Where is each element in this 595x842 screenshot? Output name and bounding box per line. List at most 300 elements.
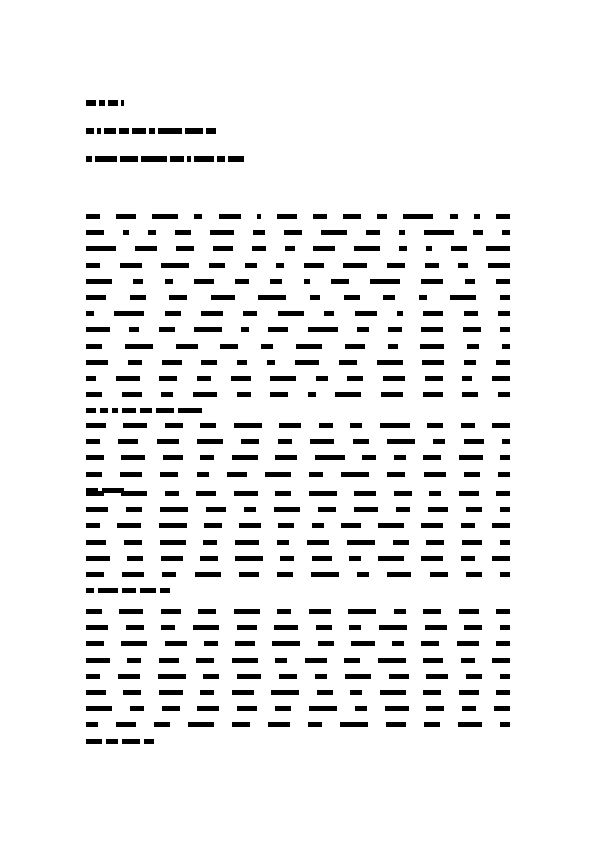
word-block [461, 523, 475, 528]
word-block [270, 392, 288, 397]
word-block [204, 523, 222, 528]
word-block [459, 455, 483, 460]
word-block [296, 344, 322, 349]
word-block [257, 214, 261, 219]
word-block [275, 455, 297, 460]
word-block [119, 609, 143, 614]
word-block [161, 556, 183, 561]
text-line [86, 658, 510, 664]
word-block [345, 344, 365, 349]
word-block [106, 739, 118, 744]
word-block [492, 556, 510, 561]
word-block [118, 674, 140, 679]
word-block [86, 625, 108, 630]
word-block [451, 246, 467, 251]
word-block [466, 674, 482, 679]
word-block [86, 523, 100, 528]
word-block [162, 360, 182, 365]
word-block [304, 263, 324, 268]
word-block [235, 641, 255, 646]
header-line [86, 128, 219, 136]
word-block [86, 455, 104, 460]
word-block [278, 311, 304, 316]
word-block [122, 408, 136, 413]
word-block [419, 295, 427, 300]
word-block [234, 609, 260, 614]
word-block [122, 588, 136, 593]
word-block [355, 706, 367, 711]
word-block [228, 156, 244, 162]
word-block [280, 556, 294, 561]
word-block [176, 246, 194, 251]
word-block [309, 491, 337, 496]
word-block [243, 311, 257, 316]
word-block [316, 625, 332, 630]
word-block [324, 311, 334, 316]
word-block [162, 706, 180, 711]
word-block [467, 344, 479, 349]
word-block [500, 540, 510, 545]
word-block [118, 439, 138, 444]
word-block [163, 455, 183, 460]
word-block [160, 588, 170, 593]
word-block [313, 214, 327, 219]
word-block [474, 214, 480, 219]
word-block [459, 609, 479, 614]
word-block [462, 706, 476, 711]
word-block [308, 392, 316, 397]
word-block [275, 491, 291, 496]
word-block [265, 472, 291, 477]
word-block [345, 674, 371, 679]
word-block [492, 523, 510, 528]
word-block [500, 625, 510, 630]
word-block [386, 722, 406, 727]
word-block [344, 658, 360, 663]
word-block [500, 295, 510, 300]
word-block [502, 230, 510, 235]
word-block [86, 423, 106, 428]
word-block [197, 376, 211, 381]
word-block [425, 376, 443, 381]
word-block [258, 295, 286, 300]
text-line [86, 690, 510, 696]
word-block [198, 609, 216, 614]
word-block [185, 128, 203, 134]
word-block [422, 360, 444, 365]
word-block [194, 279, 214, 284]
word-block [498, 472, 510, 477]
word-block [239, 572, 259, 577]
word-block [121, 641, 147, 646]
word-block [285, 246, 295, 251]
word-block [343, 214, 361, 219]
word-block [421, 641, 439, 646]
word-block [86, 706, 112, 711]
word-block [158, 674, 186, 679]
word-block [86, 588, 94, 593]
word-block [86, 690, 106, 695]
word-block [132, 128, 146, 134]
word-block [204, 641, 218, 646]
word-block [220, 344, 238, 349]
word-block [210, 230, 234, 235]
text-line [86, 609, 510, 615]
word-block [126, 625, 144, 630]
text-line [86, 408, 510, 414]
word-block [127, 658, 141, 663]
word-block [305, 658, 327, 663]
word-block [86, 344, 102, 349]
word-block [464, 311, 478, 316]
text-line [86, 376, 510, 382]
word-block [388, 344, 398, 349]
word-block [237, 706, 257, 711]
word-block [121, 100, 124, 106]
word-block [86, 327, 110, 332]
word-block [498, 311, 510, 316]
word-block [276, 263, 284, 268]
word-block [387, 439, 415, 444]
word-block [159, 690, 183, 695]
word-block [270, 376, 296, 381]
word-block [98, 588, 118, 593]
word-block [362, 455, 376, 460]
word-block [317, 690, 333, 695]
word-block [86, 311, 94, 316]
word-block [388, 327, 402, 332]
word-block [318, 641, 334, 646]
word-block [193, 392, 217, 397]
word-block [194, 156, 214, 162]
text-line [86, 491, 510, 497]
word-block [380, 690, 406, 695]
word-block [135, 246, 157, 251]
word-block [466, 572, 482, 577]
word-block [341, 523, 361, 528]
word-block [496, 279, 510, 284]
word-block [86, 156, 92, 162]
text-line [86, 472, 510, 478]
word-block [86, 263, 100, 268]
word-block [159, 327, 175, 332]
word-block [140, 408, 152, 413]
word-block [129, 327, 139, 332]
header-line [86, 156, 247, 164]
word-block [423, 455, 441, 460]
text-line [86, 625, 510, 631]
word-block [488, 263, 510, 268]
word-block [95, 156, 117, 162]
word-block [423, 311, 443, 316]
text-line [86, 360, 510, 366]
word-block [126, 507, 142, 512]
word-block [86, 472, 102, 477]
word-block [496, 214, 510, 219]
word-block [394, 609, 406, 614]
word-block [392, 641, 404, 646]
word-block [313, 246, 335, 251]
word-block [308, 327, 338, 332]
word-block [165, 279, 173, 284]
text-line [86, 279, 510, 285]
word-block [86, 360, 108, 365]
word-block [425, 263, 439, 268]
word-block [462, 540, 482, 545]
word-block [194, 214, 202, 219]
word-block [351, 641, 375, 646]
word-block [295, 360, 319, 365]
word-block [341, 472, 369, 477]
word-block [461, 556, 475, 561]
word-block [245, 263, 257, 268]
word-block [311, 572, 339, 577]
word-block [159, 376, 177, 381]
word-block [424, 722, 440, 727]
text-line [86, 392, 510, 398]
word-block [318, 507, 336, 512]
word-block [423, 658, 443, 663]
word-block [86, 392, 102, 397]
word-block [423, 392, 443, 397]
word-block [165, 423, 183, 428]
word-block [195, 572, 221, 577]
word-block [378, 523, 404, 528]
word-block [127, 556, 143, 561]
word-block [500, 327, 510, 332]
text-line [86, 439, 510, 445]
word-block [156, 408, 174, 413]
word-block [231, 376, 251, 381]
word-block [492, 658, 510, 663]
word-block [159, 658, 179, 663]
word-block [378, 556, 404, 561]
word-block [423, 690, 441, 695]
word-block [393, 540, 409, 545]
word-block [108, 100, 118, 106]
word-block [379, 625, 407, 630]
word-block [120, 156, 138, 162]
word-block [357, 572, 369, 577]
word-block [196, 658, 214, 663]
word-block [196, 491, 216, 496]
word-block [500, 722, 510, 727]
text-line [86, 246, 510, 252]
word-block [308, 722, 322, 727]
word-block [426, 246, 432, 251]
word-block [125, 344, 153, 349]
word-block [461, 423, 475, 428]
word-block [462, 392, 478, 397]
word-block [496, 609, 510, 614]
word-block [473, 230, 483, 235]
word-block [496, 360, 510, 365]
word-block [350, 423, 362, 428]
word-block [86, 408, 96, 413]
word-block [274, 625, 298, 630]
text-line [86, 556, 510, 562]
text-line [86, 507, 510, 513]
word-block [193, 625, 219, 630]
word-block [116, 722, 136, 727]
word-block [227, 472, 247, 477]
word-block [188, 722, 214, 727]
word-block [241, 439, 259, 444]
word-block [141, 156, 167, 162]
word-block [175, 230, 191, 235]
word-block [459, 491, 479, 496]
word-block [201, 311, 223, 316]
word-block [278, 523, 294, 528]
word-block [235, 540, 259, 545]
header-line [86, 100, 127, 108]
word-block [399, 230, 405, 235]
word-block [279, 423, 301, 428]
word-block [462, 376, 472, 381]
word-block [339, 360, 357, 365]
word-block [428, 507, 448, 512]
word-block [86, 641, 104, 646]
word-block [355, 311, 377, 316]
word-block [270, 279, 282, 284]
text-line [86, 344, 510, 350]
word-block [130, 706, 144, 711]
word-block [426, 706, 444, 711]
word-block [86, 491, 104, 496]
word-block [203, 674, 219, 679]
word-block [237, 360, 247, 365]
word-block [197, 439, 223, 444]
text-line [86, 311, 510, 317]
word-block [237, 392, 251, 397]
word-block [86, 556, 110, 561]
word-block [201, 360, 217, 365]
word-block [86, 722, 98, 727]
word-block [160, 540, 186, 545]
word-block [310, 439, 334, 444]
word-block [275, 658, 287, 663]
word-block [161, 392, 173, 397]
word-block [200, 455, 214, 460]
word-block [86, 439, 100, 444]
word-block [86, 295, 106, 300]
word-block [500, 507, 510, 512]
word-block [277, 540, 289, 545]
word-block [268, 327, 288, 332]
word-block [165, 311, 181, 316]
word-block [86, 507, 108, 512]
word-block [232, 690, 254, 695]
word-block [86, 376, 96, 381]
word-block [160, 507, 188, 512]
word-block [465, 279, 475, 284]
text-line [86, 641, 510, 647]
word-block [152, 214, 178, 219]
word-block [458, 263, 468, 268]
word-block [500, 572, 510, 577]
word-block [272, 641, 300, 646]
word-block [354, 491, 376, 496]
word-block [149, 128, 155, 134]
word-block [421, 327, 443, 332]
word-block [158, 128, 182, 134]
word-block [157, 439, 179, 444]
word-block [217, 156, 225, 162]
word-block [122, 392, 142, 397]
word-block [315, 455, 345, 460]
word-block [464, 360, 476, 365]
word-block [120, 472, 142, 477]
word-block [421, 556, 443, 561]
word-block [128, 360, 142, 365]
word-block [239, 523, 261, 528]
word-block [450, 214, 458, 219]
word-block [159, 523, 187, 528]
text-line [86, 423, 510, 429]
word-block [203, 540, 217, 545]
word-block [421, 523, 443, 528]
word-block [86, 230, 104, 235]
word-block [178, 408, 202, 413]
word-block [284, 230, 302, 235]
word-block [123, 690, 141, 695]
word-block [466, 507, 482, 512]
word-block [331, 279, 349, 284]
word-block [464, 625, 482, 630]
word-block [144, 739, 154, 744]
word-block [397, 311, 403, 316]
word-block [170, 156, 184, 162]
word-block [99, 100, 105, 106]
word-block [234, 491, 258, 496]
word-block [232, 722, 250, 727]
word-block [194, 327, 222, 332]
word-block [309, 609, 331, 614]
word-block [232, 455, 258, 460]
word-block [86, 246, 116, 251]
text-line [86, 674, 510, 680]
word-block [349, 556, 361, 561]
word-block [161, 625, 175, 630]
word-block [378, 658, 406, 663]
word-block [394, 455, 406, 460]
word-block [121, 491, 147, 496]
word-block [347, 540, 375, 545]
word-block [277, 609, 291, 614]
word-block [200, 690, 214, 695]
word-block [381, 392, 403, 397]
word-block [377, 360, 403, 365]
word-block [459, 690, 479, 695]
word-block [120, 263, 142, 268]
word-block [486, 246, 510, 251]
word-block [426, 674, 448, 679]
word-block [200, 423, 216, 428]
text-line [86, 214, 510, 220]
text-line [86, 263, 510, 269]
word-block [200, 556, 218, 561]
word-block [234, 423, 262, 428]
word-block [354, 246, 380, 251]
word-block [169, 295, 187, 300]
word-block [427, 423, 443, 428]
word-block [321, 230, 347, 235]
word-block [316, 376, 328, 381]
word-block [343, 263, 367, 268]
word-block [502, 439, 510, 444]
word-block [354, 507, 378, 512]
word-block [140, 588, 156, 593]
